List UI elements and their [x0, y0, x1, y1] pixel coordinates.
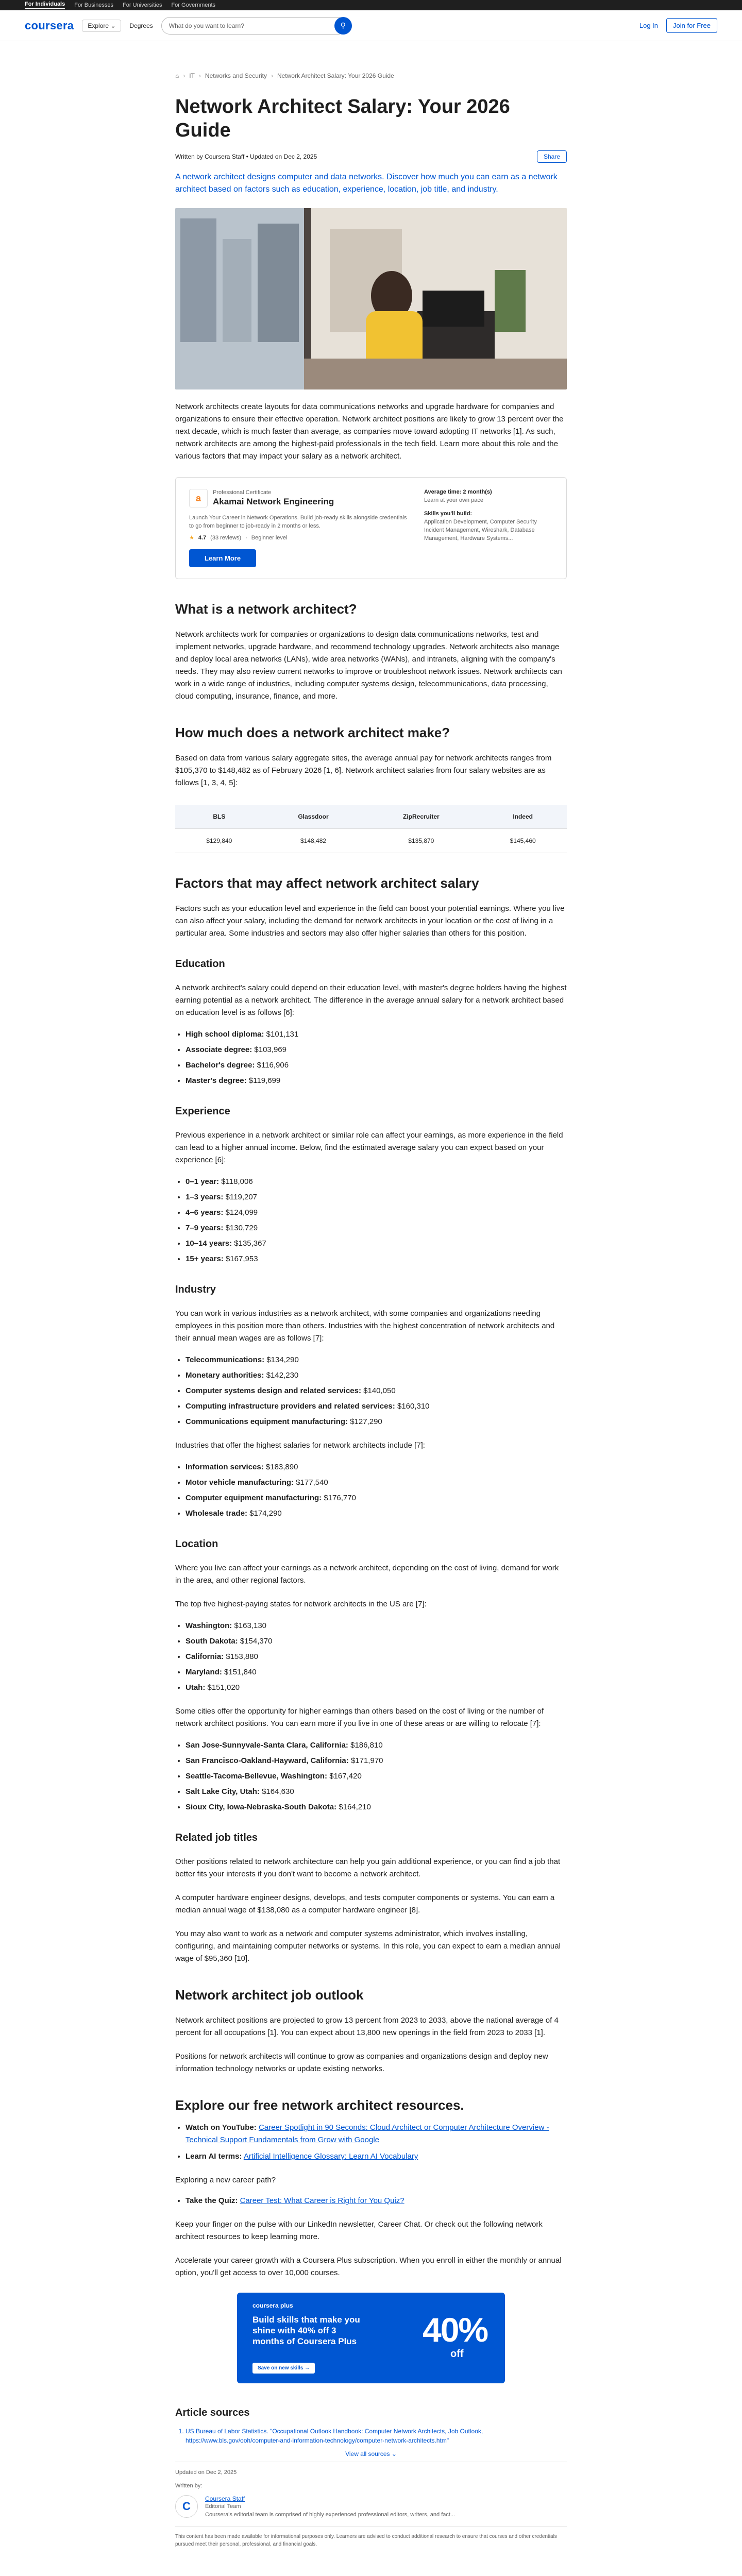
- author-card: [175, 2495, 567, 2518]
- heading-factors: Factors that may affect network architect salary: [175, 875, 479, 891]
- list-item: • San Jose-Sunnyvale-Santa Clara, California: $186,810: [185, 1739, 567, 1752]
- heading-outlook: Network architect job outlook: [175, 1987, 364, 2003]
- banner-logo: coursera plus: [252, 2302, 293, 2309]
- salary-header: Indeed: [479, 805, 567, 829]
- promo-skills-label: Skills you'll build:: [424, 511, 473, 517]
- salary-header: Glassdoor: [263, 805, 364, 829]
- degrees-link[interactable]: Degrees: [129, 22, 153, 29]
- list-item: • California: $153,880: [185, 1651, 567, 1663]
- promo-reviews: (33 reviews): [210, 534, 242, 541]
- list-item[interactable]: 1. US Bureau of Labor Statistics. "Occupational Outlook Handbook: Computer Network Architects, Job Outlook, https://www.bls.gov/ooh/computer-and-information-technology/computer-network-architects.htm": [185, 2427, 567, 2445]
- salary-cell: $148,482: [263, 829, 364, 853]
- updated-date: Updated on Dec 2, 2025: [175, 2469, 237, 2476]
- audience-governments[interactable]: For Governments: [171, 2, 216, 8]
- salary-header-row: [175, 805, 567, 829]
- promo-kicker: Professional Certificate: [213, 489, 272, 496]
- course-promo-card: [175, 477, 567, 579]
- heading-sources: Article sources: [175, 2407, 250, 2418]
- heading-industry: Industry: [175, 1284, 216, 1295]
- article-lede: A network architect designs computer and data networks. Discover how much you can earn as a network architect based on factors such as education, experience, location, job title, and industry.: [175, 173, 558, 194]
- explore-question: Exploring a new career path?: [175, 2176, 276, 2184]
- audience-businesses[interactable]: For Businesses: [74, 2, 114, 8]
- explore-label: Take the Quiz:: [185, 2196, 238, 2205]
- salary-table: [175, 805, 567, 853]
- youtube-link[interactable]: Career Spotlight in 90 Seconds: Cloud Architect or Computer Architecture Overview - Technical Support Fundamentals from Grow with Google: [185, 2123, 549, 2144]
- breadcrumb-it[interactable]: IT: [189, 72, 195, 79]
- join-free-button[interactable]: Join for Free: [666, 18, 717, 33]
- banner-percent: 40%: [423, 2311, 488, 2349]
- banner-off: off: [450, 2348, 464, 2360]
- list-item: • Master's degree: $119,699: [185, 1075, 567, 1087]
- related-paragraph-2: A computer hardware engineer designs, develops, and tests computer components or systems. You can earn a median annual wage of $138,080 as a computer hardware engineer [8].: [175, 1893, 555, 1914]
- coursera-plus-banner[interactable]: [237, 2293, 505, 2383]
- promo-time-label: Average time: 2 month(s): [424, 489, 492, 495]
- related-paragraph-3: You may also want to work as a network and computer systems administrator, which involves installing, configuring, and maintaining computer networks or systems. In this role, you can expect to earn a median annual wage of $95,360 [10].: [175, 1929, 561, 1963]
- list-item: • Computer equipment manufacturing: $176,770: [185, 1492, 567, 1504]
- article-sources: [175, 2406, 567, 2548]
- promo-time-value: Learn at your own pace: [424, 497, 483, 503]
- promo-meta-separator: ·: [245, 534, 247, 541]
- explore-list: [175, 2122, 567, 2163]
- learn-more-button[interactable]: Learn More: [189, 549, 256, 567]
- explore-label: Learn AI terms:: [185, 2152, 242, 2161]
- explore-paragraph-2: Accelerate your career growth with a Coursera Plus subscription. When you enroll in either the monthly or annual option, you'll get access to over 10,000 courses.: [175, 2256, 562, 2277]
- login-link[interactable]: Log In: [639, 22, 659, 29]
- akamai-logo-icon: a: [189, 489, 208, 507]
- industry-paragraph: You can work in various industries as a network architect, with some companies and organizations needing employees in this position more than others. Industries with the highest concentration of network architects and their annual mean wages are as follows [7]:: [175, 1309, 555, 1343]
- outlook-paragraph: Network architect positions are projected to grow 13 percent from 2023 to 2033, above the national average of 4 percent for all occupations [1]. You can expect about 13,800 new openings in the field from 2023 to 2033 [1].: [175, 2016, 559, 2037]
- list-item: • Information services: $183,890: [185, 1461, 567, 1473]
- heading-experience: Experience: [175, 1106, 230, 1117]
- coursera-logo[interactable]: coursera: [25, 19, 74, 32]
- promo-skills-value: Application Development, Computer Security Incident Management, Wireshark, Database Management, Hardware Systems...: [424, 519, 537, 541]
- explore-label: Watch on YouTube:: [185, 2123, 257, 2132]
- table-row: [175, 829, 567, 853]
- author-bio: Coursera's editorial team is comprised of highly experienced professional editors, writers, and fact...: [205, 2512, 456, 2518]
- list-item: [185, 2150, 567, 2163]
- breadcrumb-networks[interactable]: Networks and Security: [205, 72, 267, 79]
- breadcrumb-separator: ›: [183, 72, 185, 79]
- list-item: • High school diploma: $101,131: [185, 1028, 567, 1041]
- promo-heading: [213, 489, 334, 507]
- experience-list: [175, 1176, 567, 1265]
- hero-image: [175, 208, 567, 389]
- salary-cell: $145,460: [479, 829, 567, 853]
- list-item: • Computing infrastructure providers and related services: $160,310: [185, 1400, 567, 1413]
- states-list: [175, 1620, 567, 1694]
- promo-level: Beginner level: [251, 534, 288, 541]
- audience-strip: [0, 0, 742, 10]
- promo-left: [189, 489, 411, 567]
- home-icon[interactable]: ⌂: [175, 72, 179, 79]
- banner-text: Build skills that make you shine with 40% off 3 months of Coursera Plus: [252, 2315, 360, 2346]
- promo-title[interactable]: Akamai Network Engineering: [213, 497, 334, 506]
- list-item: • Sioux City, Iowa-Nebraska-South Dakota: $164,210: [185, 1801, 567, 1814]
- promo-skills-group: [424, 511, 548, 543]
- main-navbar: [0, 10, 742, 41]
- breadcrumb-separator: ›: [271, 72, 273, 79]
- list-item: • 4–6 years: $124,099: [185, 1207, 567, 1219]
- intro-paragraph: Network architects create layouts for data communications networks and upgrade hardware for companies and organizations to ensure their effective operation. Network architect positions are likely to grow 13 percent over the next decade, which is much faster than average, as companies move toward adopting IT networks [1]. As such, network architects are among the highest-paid professionals in the tech field. Learn more about this role and the various factors that may impact your salary as a network architect.: [175, 402, 564, 461]
- salary-cell: $129,840: [175, 829, 263, 853]
- list-item: • Computer systems design and related services: $140,050: [185, 1385, 567, 1397]
- list-item: • 1–3 years: $119,207: [185, 1191, 567, 1204]
- education-list: [175, 1028, 567, 1087]
- list-item: • Utah: $151,020: [185, 1682, 567, 1694]
- heading-make: How much does a network architect make?: [175, 725, 450, 740]
- promo-right: [424, 489, 548, 567]
- promo-rating: 4.7: [198, 534, 207, 541]
- location-paragraph-2: The top five highest-paying states for network architects in the US are [7]:: [175, 1600, 427, 1608]
- experience-paragraph: Previous experience in a network architect or similar role can affect your earnings, as more experience in the field can lead to a higher annual income. Below, find the estimated average salary you can expect based on your experience [6]:: [175, 1131, 563, 1164]
- byline: Written by Coursera Staff • Updated on Dec 2, 2025: [175, 153, 317, 160]
- cities-list: [175, 1739, 567, 1814]
- what-paragraph: Network architects work for companies or organizations to design data communications networks, test and implement networks, upgrade hardware, and recommend technology upgrades. Network architects also manage and deploy local area networks (LANs), wide area networks (WANs), and intranets, aligning with the company's needs. They may also review current networks to improve or troubleshoot network issues. Network architects can work in a wide range of industries, including computer systems design, telecommunications, data processing, cloud computing, insurance, finance, and more.: [175, 630, 562, 701]
- article: [175, 41, 567, 2548]
- breadcrumb-separator: ›: [198, 72, 201, 79]
- share-button[interactable]: Share: [537, 150, 567, 163]
- promo-time-group: [424, 489, 548, 504]
- salary-header: BLS: [175, 805, 263, 829]
- list-item: • 15+ years: $167,953: [185, 1253, 567, 1265]
- related-paragraph: Other positions related to network architecture can help you gain additional experience, or you can find a job that better fits your interests if you don't want to become a network architect.: [175, 1857, 561, 1878]
- location-paragraph-3: Some cities offer the opportunity for higher earnings than others based on the cost of living or the number of network architect positions. You can earn more if you live in one of these areas or are willing to relocate [7]:: [175, 1707, 544, 1728]
- list-item: • 7–9 years: $130,729: [185, 1222, 567, 1234]
- written-by-label: Written by:: [175, 2483, 203, 2489]
- search-input[interactable]: [161, 17, 347, 35]
- list-item: • Seattle-Tacoma-Bellevue, Washington: $167,420: [185, 1770, 567, 1783]
- banner-button[interactable]: Save on new skills →: [252, 2363, 315, 2374]
- list-item: • Monetary authorities: $142,230: [185, 1369, 567, 1382]
- page-title: Network Architect Salary: Your 2026 Guide: [175, 96, 510, 141]
- make-paragraph: Based on data from various salary aggregate sites, the average annual pay for network architects ranges from $105,370 to $148,482 as of February 2026 [1, 6]. Network architect salaries from four salary websites are as follows [1, 3, 4, 5]:: [175, 754, 552, 787]
- list-item: • Telecommunications: $134,290: [185, 1354, 567, 1366]
- career-quiz-link[interactable]: Career Test: What Career is Right for You Quiz?: [240, 2196, 404, 2205]
- author-role: Editorial Team: [205, 2503, 241, 2510]
- list-item: • Bachelor's degree: $116,906: [185, 1059, 567, 1072]
- explore-menu-button[interactable]: Explore ⌄: [82, 20, 121, 32]
- salary-cell: $135,870: [363, 829, 479, 853]
- search-placeholder: What do you want to learn?: [168, 22, 244, 29]
- byline-row: [175, 150, 567, 163]
- heading-education: Education: [175, 958, 225, 970]
- industry-list: [175, 1354, 567, 1428]
- promo-description: Launch Your Career in Network Operations. Build job-ready skills alongside credentials to go from beginner to job-ready in 2 months or less.: [189, 515, 407, 529]
- location-paragraph: Where you live can affect your earnings as a network architect, depending on the cost of living, demand for work in the area, and other regional factors.: [175, 1564, 559, 1585]
- education-paragraph: A network architect's salary could depend on their education level, with master's degree holders having the highest earning potential as a network architect. The difference in the average annual salary for a network architect based on education level is as follows [6]:: [175, 984, 567, 1017]
- heading-explore: Explore our free network architect resources.: [175, 2097, 464, 2113]
- list-item: • Motor vehicle manufacturing: $177,540: [185, 1477, 567, 1489]
- heading-location: Location: [175, 1538, 218, 1550]
- list-item: • 10–14 years: $135,367: [185, 1238, 567, 1250]
- list-item: • Washington: $163,130: [185, 1620, 567, 1632]
- heading-related: Related job titles: [175, 1832, 258, 1843]
- promo-meta: [189, 534, 411, 541]
- ai-glossary-link[interactable]: Artificial Intelligence Glossary: Learn AI Vocabulary: [243, 2152, 418, 2161]
- factors-paragraph: Factors such as your education level and experience in the field can boost your potential earnings. Where you live can also affect your salary, including the demand for network architects in your location or the cost of living in a particular area. Some industries and sectors may also offer higher salaries than others for this position.: [175, 904, 565, 938]
- list-item: • Communications equipment manufacturing: $127,290: [185, 1416, 567, 1428]
- list-item: • San Francisco-Oakland-Hayward, California: $171,970: [185, 1755, 567, 1767]
- search-icon[interactable]: ⚲: [334, 17, 352, 35]
- salary-header: ZipRecruiter: [363, 805, 479, 829]
- author-info: [205, 2495, 455, 2518]
- industry-paragraph-2: Industries that offer the highest salaries for network architects include [7]:: [175, 1441, 425, 1450]
- explore-list-2: [175, 2195, 567, 2207]
- outlook-paragraph-2: Positions for network architects will continue to grow as companies and organizations design and deploy new information technology networks or update existing networks.: [175, 2052, 548, 2073]
- view-all-sources-button[interactable]: View all sources ⌄: [345, 2450, 397, 2458]
- list-item: [185, 2195, 567, 2207]
- list-item: • South Dakota: $154,370: [185, 1635, 567, 1648]
- author-avatar: C: [175, 2495, 198, 2518]
- breadcrumb: [175, 72, 567, 79]
- promo-provider: [189, 489, 411, 507]
- industry-list-2: [175, 1461, 567, 1520]
- disclaimer: This content has been made available for informational purposes only. Learners are advised to conduct additional research to ensure that courses and other credentials pursued meet their personal, professional, and financial goals.: [175, 2526, 567, 2548]
- audience-individuals[interactable]: For Individuals: [25, 1, 65, 9]
- breadcrumb-current: Network Architect Salary: Your 2026 Guide: [277, 72, 394, 79]
- list-item: [185, 2122, 567, 2146]
- list-item: • Wholesale trade: $174,290: [185, 1507, 567, 1520]
- heading-what: What is a network architect?: [175, 601, 357, 617]
- hero-illustration: [175, 208, 567, 389]
- list-item: • 0–1 year: $118,006: [185, 1176, 567, 1188]
- sources-list: [175, 2427, 567, 2445]
- audience-universities[interactable]: For Universities: [123, 2, 162, 8]
- list-item: • Associate degree: $103,969: [185, 1044, 567, 1056]
- explore-paragraph: Keep your finger on the pulse with our LinkedIn newsletter, Career Chat. Or check out the following network architect resources to keep learning more.: [175, 2220, 543, 2241]
- list-item: • Maryland: $151,840: [185, 1666, 567, 1679]
- list-item: • Salt Lake City, Utah: $164,630: [185, 1786, 567, 1798]
- author-name[interactable]: Coursera Staff: [205, 2495, 245, 2502]
- star-icon: ★: [189, 535, 194, 541]
